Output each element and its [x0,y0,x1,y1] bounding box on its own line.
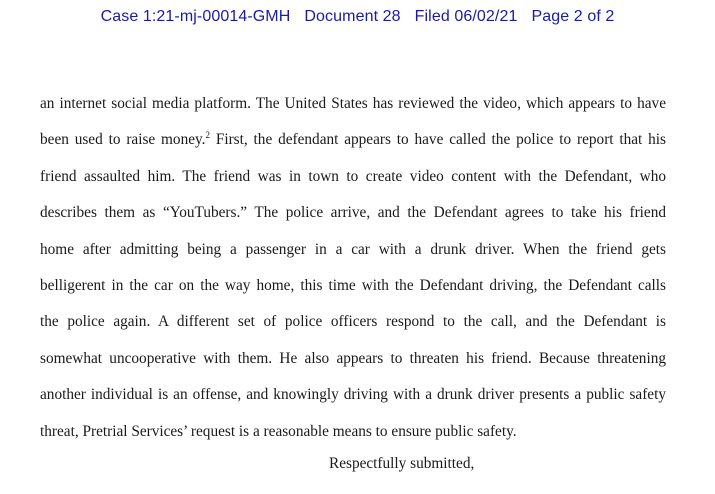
closing-signoff: Respectfully submitted, [329,455,475,472]
body-line-6: belligerent in the car on the way home, this time with the Defendant driving, the Defendant calls [40,276,666,294]
body-line-4: describes them as “YouTubers.” The police arrive, and the Defendant agrees to take his friend [40,204,666,222]
body-line-9: another individual is an offense, and knowingly driving with a drunk driver presents a public safety [40,386,666,404]
case-number: Case 1:21-mj-00014-GMH [100,8,291,25]
body-line-10: threat, Pretrial Services’ request is a reasonable means to ensure public safety. [40,422,517,440]
body-line-3: friend assaulted him. The friend was in town to create video content with the Defendant, who [40,167,666,185]
body-line-1: an internet social media platform. The United States has reviewed the video, which appears to have [40,95,666,112]
body-line-2 [40,122,666,158]
body-line-2-rest: First, the defendant appears to have called the police to report that his [210,131,666,149]
body-line-7: the police again. A different set of police officers respond to the call, and the Defendant is [40,313,666,331]
footnote-marker: 2 [205,130,210,141]
document-number: Document 28 [304,8,401,25]
ecf-filing-header [0,8,715,26]
filed-date: Filed 06/02/21 [414,8,518,25]
body-line-2-start: been used to raise money. [40,131,206,149]
body-line-5: home after admitting being a passenger in a car with a drunk driver. When the friend gets [40,240,666,258]
body-line-8: somewhat uncooperative with them. He also appears to threaten his friend. Because threatening [40,349,666,367]
body-paragraph [40,86,666,450]
page-number: Page 2 of 2 [531,8,615,25]
